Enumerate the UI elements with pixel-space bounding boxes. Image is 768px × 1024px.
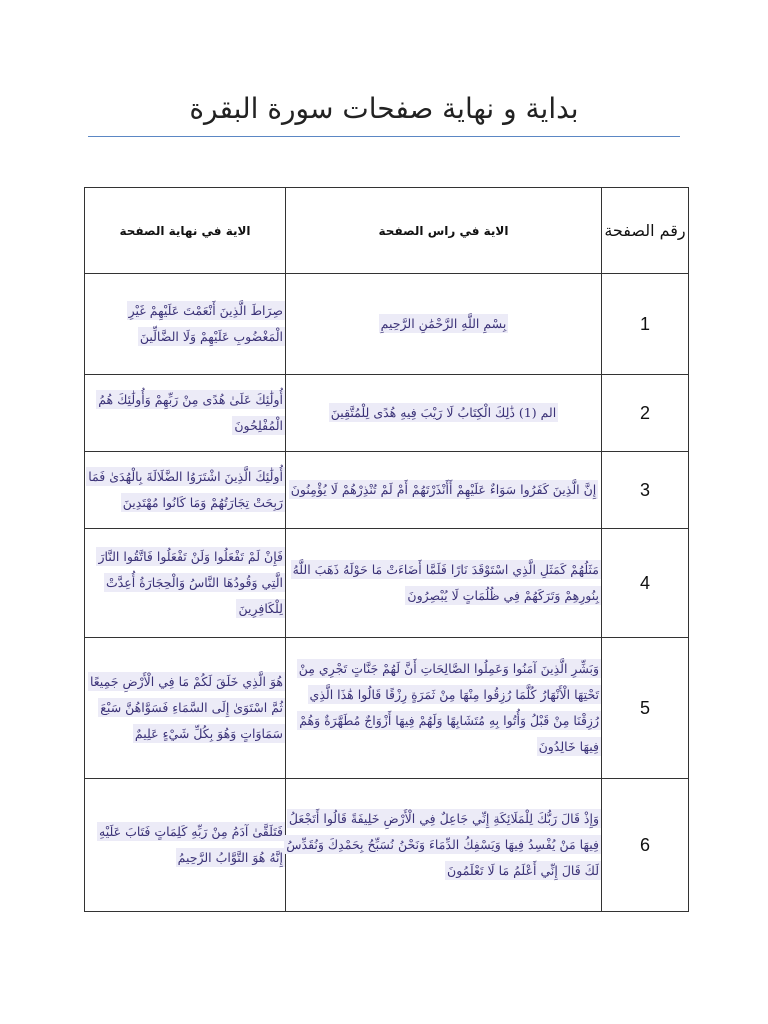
- start-verse-cell: [286, 779, 602, 912]
- start-verse-cell: [286, 274, 602, 375]
- end-verse-cell: [85, 529, 286, 638]
- start-verse-text: وَإِذْ قَالَ رَبُّكَ لِلْمَلَائِكَةِ إِنِّي جَاعِلٌ فِي الْأَرْضِ خَلِيفَةً قَالُوا أَتَجْعَلُ فِيهَا مَنْ يُفْسِدُ فِيهَا وَيَسْفِكُ الدِّمَاءَ وَنَحْنُ نُسَبِّحُ بِحَمْدِكَ وَنُقَدِّسُ لَكَ قَالَ إِنِّي أَعْلَمُ مَا لَا تَعْلَمُونَ: [286, 811, 599, 878]
- end-verse-cell: [85, 779, 286, 912]
- end-verse-cell: [85, 274, 286, 375]
- start-verse-text: بِسْمِ اللَّهِ الرَّحْمَٰنِ الرَّحِيمِ: [380, 316, 507, 331]
- end-verse-text: فَإِنْ لَمْ تَفْعَلُوا وَلَنْ تَفْعَلُوا فَاتَّقُوا النَّارَ الَّتِي وَقُودُهَا النَّاسُ وَالْحِجَارَةُ أُعِدَّتْ لِلْكَافِرِينَ: [98, 549, 283, 616]
- table-row: [85, 375, 689, 452]
- start-verse-text: إِنَّ الَّذِينَ كَفَرُوا سَوَاءٌ عَلَيْهِمْ أَأَنْذَرْتَهُمْ أَمْ لَمْ تُنْذِرْهُمْ لَا يُؤْمِنُونَ: [290, 482, 597, 497]
- end-verse-text: فَتَلَقَّىٰ آدَمُ مِنْ رَبِّهِ كَلِمَاتٍ فَتَابَ عَلَيْهِ إِنَّهُ هُوَ التَّوَّابُ الرَّحِيمُ: [99, 824, 283, 865]
- header-end-verse: الاية في نهاية الصفحة: [85, 188, 286, 274]
- page-number-cell: 1: [602, 274, 689, 375]
- document-title: بداية و نهاية صفحات سورة البقرة: [189, 92, 579, 125]
- page-number-cell: 3: [602, 452, 689, 529]
- table-row: [85, 638, 689, 779]
- start-verse-text: الم (1) ذَٰلِكَ الْكِتَابُ لَا رَيْبَ فِيهِ هُدًى لِلْمُتَّقِينَ: [330, 405, 557, 420]
- table-row: [85, 529, 689, 638]
- start-verse-cell: [286, 452, 602, 529]
- end-verse-cell: [85, 452, 286, 529]
- start-verse-cell: [286, 638, 602, 779]
- header-start-verse: الاية في راس الصفحة: [286, 188, 602, 274]
- end-verse-cell: [85, 375, 286, 452]
- table-row: [85, 452, 689, 529]
- end-verse-text: صِرَاطَ الَّذِينَ أَنْعَمْتَ عَلَيْهِمْ غَيْرِ الْمَغْضُوبِ عَلَيْهِمْ وَلَا الضَّالِّينَ: [128, 303, 283, 344]
- end-verse-text: أُولَٰئِكَ الَّذِينَ اشْتَرَوُا الضَّلَالَةَ بِالْهُدَىٰ فَمَا رَبِحَتْ تِجَارَتُهُمْ وَمَا كَانُوا مُهْتَدِينَ: [88, 469, 283, 510]
- start-verse-cell: [286, 375, 602, 452]
- table-row: [85, 779, 689, 912]
- end-verse-cell: [85, 638, 286, 779]
- start-verse-cell: [286, 529, 602, 638]
- end-verse-text: أُولَٰئِكَ عَلَىٰ هُدًى مِنْ رَبِّهِمْ وَأُولَٰئِكَ هُمُ الْمُفْلِحُونَ: [98, 392, 283, 433]
- page-number-cell: 5: [602, 638, 689, 779]
- surah-pages-table: [84, 187, 689, 912]
- start-verse-text: وَبَشِّرِ الَّذِينَ آمَنُوا وَعَمِلُوا الصَّالِحَاتِ أَنَّ لَهُمْ جَنَّاتٍ تَجْرِي مِنْ تَحْتِهَا الْأَنْهَارُ كُلَّمَا رُزِقُوا مِنْهَا مِنْ ثَمَرَةٍ رِزْقًا قَالُوا هَٰذَا الَّذِي رُزِقْنَا مِنْ قَبْلُ وَأُتُوا بِهِ مُتَشَابِهًا وَلَهُمْ فِيهَا أَزْوَاجٌ مُطَهَّرَةٌ وَهُمْ فِيهَا خَالِدُونَ: [298, 661, 599, 754]
- page-number-cell: 4: [602, 529, 689, 638]
- page-number-cell: 2: [602, 375, 689, 452]
- table-header-row: [85, 188, 689, 274]
- page-number-cell: 6: [602, 779, 689, 912]
- table-row: [85, 274, 689, 375]
- header-page-number: رقم الصفحة: [602, 188, 689, 274]
- end-verse-text: هُوَ الَّذِي خَلَقَ لَكُمْ مَا فِي الْأَرْضِ جَمِيعًا ثُمَّ اسْتَوَىٰ إِلَى السَّمَاءِ فَسَوَّاهُنَّ سَبْعَ سَمَاوَاتٍ وَهُوَ بِكُلِّ شَيْءٍ عَلِيمٌ: [89, 674, 283, 741]
- title-underline: [88, 136, 680, 137]
- start-verse-text: مَثَلُهُمْ كَمَثَلِ الَّذِي اسْتَوْقَدَ نَارًا فَلَمَّا أَضَاءَتْ مَا حَوْلَهُ ذَهَبَ اللَّهُ بِنُورِهِمْ وَتَرَكَهُمْ فِي ظُلُمَاتٍ لَا يُبْصِرُونَ: [292, 562, 599, 603]
